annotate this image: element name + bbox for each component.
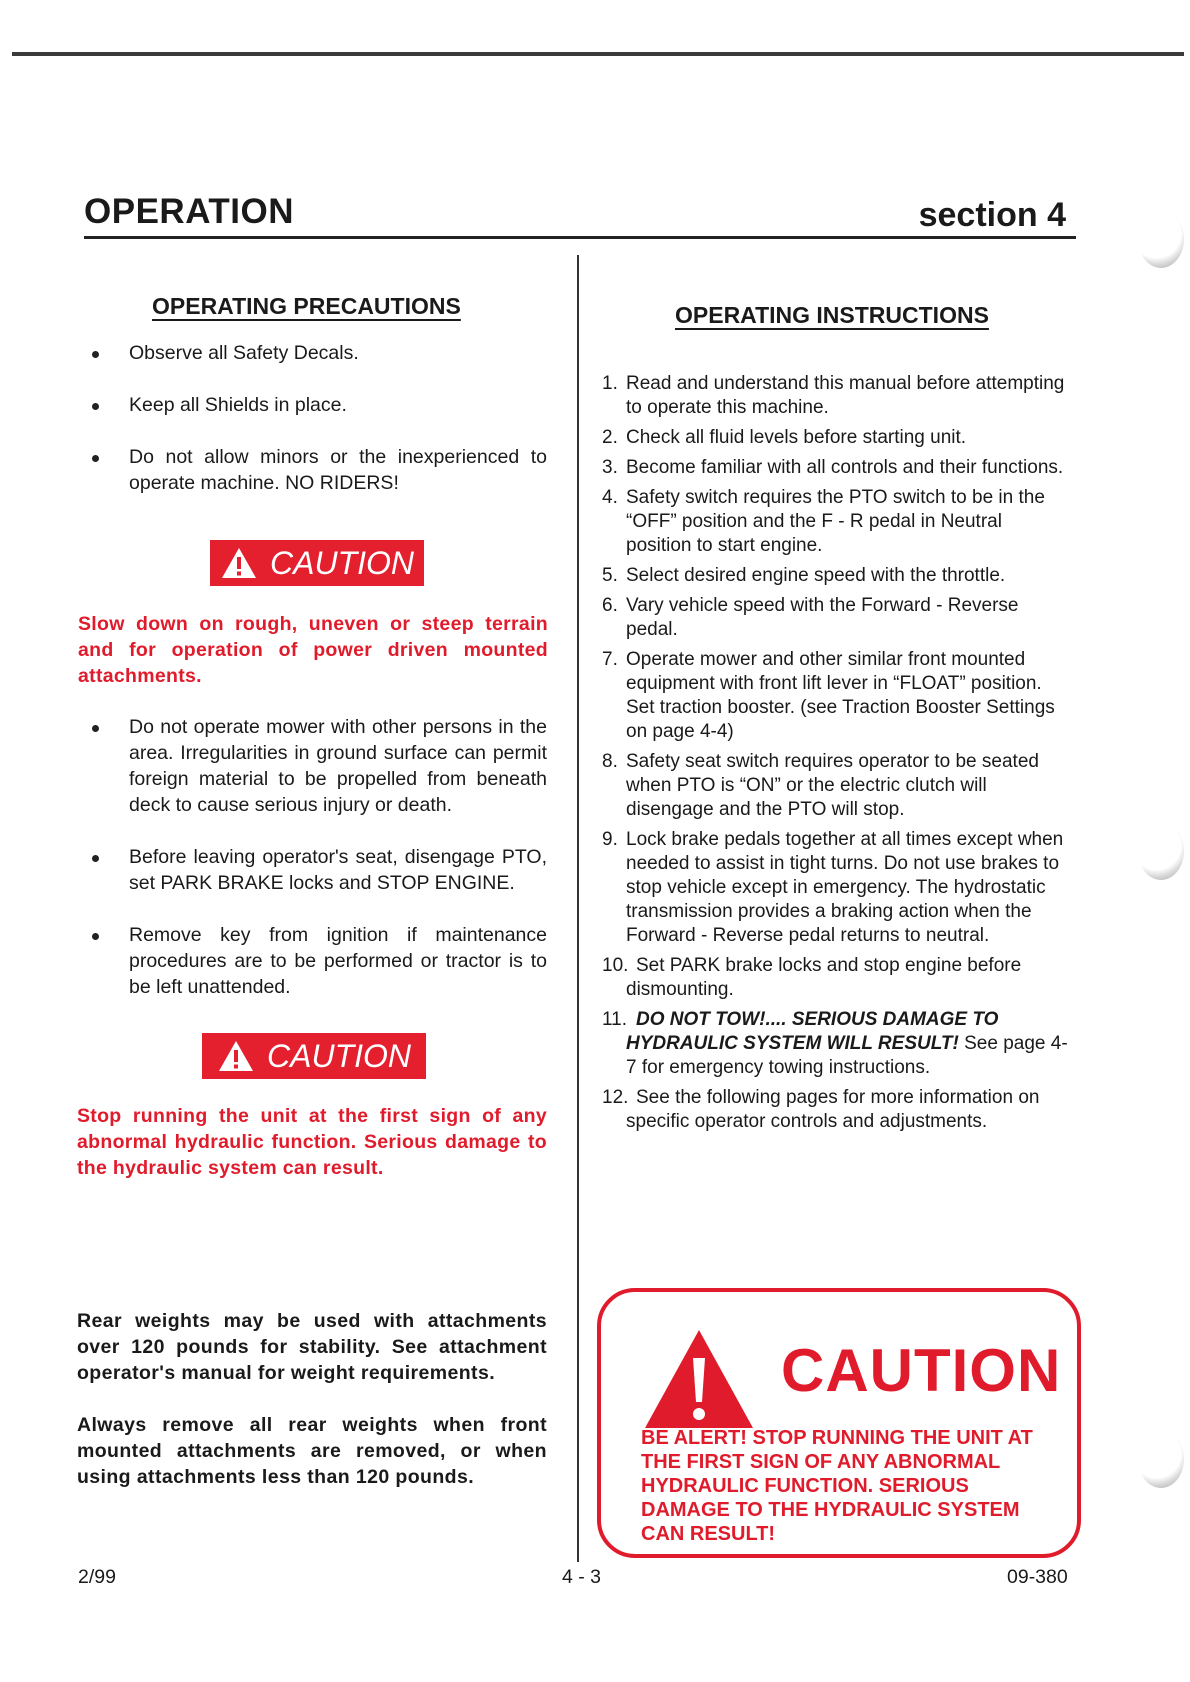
- caution-label: CAUTION: [267, 1037, 411, 1074]
- step-number: 8.: [602, 751, 618, 772]
- caution-decal-text: BE ALERT! STOP RUNNING THE UNIT AT THE FIRST SIGN OF ANY ABNORMAL HYDRAULIC FUNCTION. SERIOUS DAMAGE TO THE HYDRAULIC SYSTEM CAN RESULT!: [641, 1427, 1033, 1545]
- page-title: OPERATION: [84, 192, 294, 231]
- caution-text-1: Slow down on rough, uneven or steep terrain and for operation of power driven mounted attachments.: [78, 613, 548, 687]
- list-item: Keep all Shields in place.: [92, 392, 547, 418]
- list-item: 9. Lock brake pedals together at all times except when needed to assist in tight turns. Do not use brakes to stop vehicle except in emergency. The hydrostatic transmission provides a braking action when the Forward - Reverse pedal returns to neutral.: [602, 829, 1064, 946]
- caution-banner-1: [210, 540, 424, 586]
- list-item: 7. Operate mower and other similar front mounted equipment with front lift lever in “FLOAT” position. Set traction booster. (see Traction Booster Settings on page 4-4): [602, 649, 1055, 742]
- step-number: 1.: [602, 373, 618, 394]
- list-item: 4. Safety switch requires the PTO switch to be in the “OFF” position and the F - R pedal in Neutral position to start engine.: [602, 487, 1045, 556]
- rear-weights-note: Rear weights may be used with attachments over 120 pounds for stability. See attachment operator's manual for weight requirements.: [77, 1310, 547, 1384]
- footer-doc-number: 09-380: [1007, 1566, 1068, 1588]
- bullet-icon: [92, 351, 99, 358]
- header-rule: [84, 236, 1076, 239]
- step-number: 2.: [602, 427, 618, 448]
- bullet-icon: [92, 725, 99, 732]
- precautions-list-top: [92, 340, 547, 522]
- step-number: 3.: [602, 457, 618, 478]
- caution-text-2: Stop running the unit at the first sign of any abnormal hydraulic function. Serious damage to the hydraulic system can result.: [77, 1105, 547, 1179]
- caution-decal: [597, 1288, 1081, 1558]
- instructions-heading: OPERATING INSTRUCTIONS: [675, 302, 989, 328]
- tow-warning: DO NOT TOW!.... SERIOUS DAMAGE TO HYDRAULIC SYSTEM WILL RESULT!: [626, 1009, 999, 1054]
- column-divider: [577, 255, 579, 1562]
- bullet-icon: [92, 855, 99, 862]
- bullet-icon: [92, 933, 99, 940]
- step-number: 12.: [602, 1087, 629, 1108]
- list-item: Before leaving operator's seat, disengage PTO, set PARK BRAKE locks and STOP ENGINE.: [92, 844, 547, 896]
- list-item: 8. Safety seat switch requires operator to be seated when PTO is “ON” or the electric clutch will disengage and the PTO will stop.: [602, 751, 1039, 820]
- list-item: 3. Become familiar with all controls and their functions.: [602, 457, 1064, 478]
- list-item: 1. Read and understand this manual before attempting to operate this machine.: [602, 373, 1065, 418]
- list-item: Do not allow minors or the inexperienced to operate machine. NO RIDERS!: [92, 444, 547, 496]
- precautions-list-mid: [92, 714, 547, 1026]
- punch-hole-bottom: [1138, 1430, 1184, 1488]
- caution-label: CAUTION: [781, 1337, 1062, 1404]
- list-item: 12. See the following pages for more information on specific operator controls and adjustments.: [602, 1087, 1040, 1132]
- list-item: Remove key from ignition if maintenance procedures are to be performed or tractor is to be left unattended.: [92, 922, 547, 1000]
- step-number: 5.: [602, 565, 618, 586]
- caution-label: CAUTION: [270, 544, 414, 581]
- bullet-icon: [92, 455, 99, 462]
- precautions-heading: OPERATING PRECAUTIONS: [152, 293, 461, 319]
- step-number: 9.: [602, 829, 618, 850]
- step-number: 10.: [602, 955, 629, 976]
- list-item: 2. Check all fluid levels before starting unit.: [602, 427, 967, 448]
- warning-triangle-icon: [220, 546, 258, 580]
- step-number: 4.: [602, 487, 618, 508]
- list-item: 6. Vary vehicle speed with the Forward - Reverse pedal.: [602, 595, 1019, 640]
- top-rule: [12, 52, 1184, 56]
- bullet-icon: [92, 403, 99, 410]
- punch-hole-top: [1138, 210, 1184, 268]
- section-label: section 4: [918, 196, 1066, 234]
- remove-weights-note: Always remove all rear weights when front mounted attachments are removed, or when using attachments less than 120 pounds.: [77, 1414, 547, 1488]
- list-item: Do not operate mower with other persons in the area. Irregularities in ground surface can permit foreign material to be propelled from beneath deck to cause serious injury or death.: [92, 714, 547, 818]
- list-item: Observe all Safety Decals.: [92, 340, 547, 366]
- instructions-list: [602, 372, 1072, 1140]
- step-number: 6.: [602, 595, 618, 616]
- step-number: 7.: [602, 649, 618, 670]
- list-item: 10. Set PARK brake locks and stop engine before dismounting.: [602, 955, 1022, 1000]
- caution-banner-2: [202, 1033, 426, 1079]
- warning-triangle-icon: [217, 1039, 255, 1073]
- warning-triangle-icon: [641, 1326, 757, 1432]
- punch-hole-middle: [1138, 822, 1184, 880]
- footer-date: 2/99: [78, 1566, 116, 1588]
- list-item: 5. Select desired engine speed with the throttle.: [602, 565, 1006, 586]
- footer-page-number: 4 - 3: [562, 1566, 602, 1588]
- step-number: 11.: [602, 1009, 628, 1030]
- list-item: 11. DO NOT TOW!.... SERIOUS DAMAGE TO HYDRAULIC SYSTEM WILL RESULT! See page 4-7 for emergency towing instructions.: [602, 1009, 1068, 1078]
